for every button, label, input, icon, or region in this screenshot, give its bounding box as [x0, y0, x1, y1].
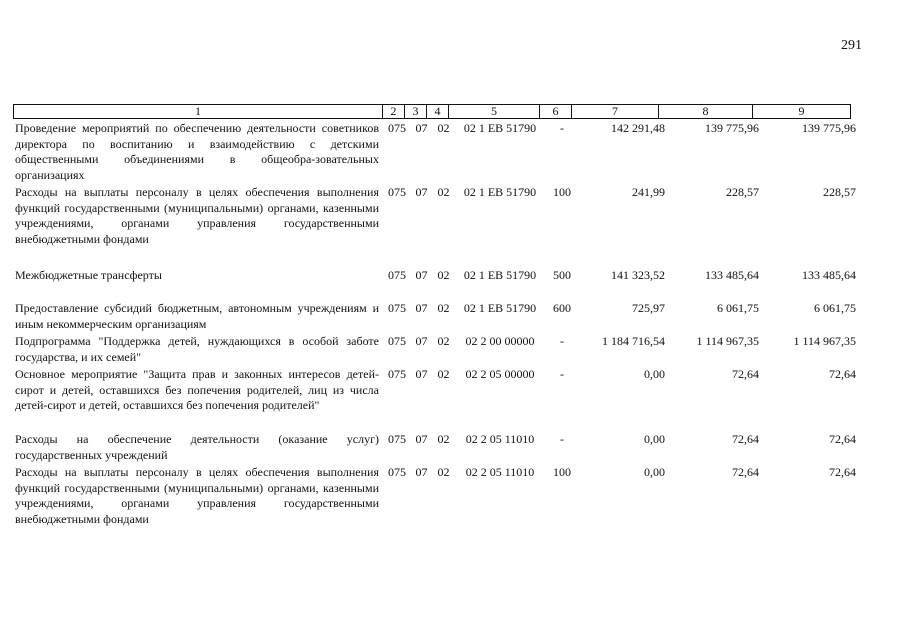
ministry-code: 075 — [388, 268, 406, 282]
column-header: 2 — [383, 105, 405, 119]
expense-type-code: - — [560, 432, 564, 446]
row-description: Проведение мероприятий по обеспечению деятельности советников директора по воспитанию и взаимодействию с детскими общественными объединениями в общеобра-зовательных организациях — [15, 121, 379, 182]
target-article-code: 02 2 05 11010 — [465, 465, 535, 479]
expense-type-code: 100 — [553, 185, 571, 199]
section-code: 07 — [415, 367, 428, 381]
target-article-code: 02 2 05 11010 — [465, 432, 535, 446]
target-article-code: 02 1 ЕВ 51790 — [463, 268, 537, 282]
section-code: 07 — [415, 465, 428, 479]
column-header: 7 — [572, 105, 659, 119]
expense-type-code: - — [560, 367, 564, 381]
column-header-table — [13, 104, 851, 119]
subsection-code: 02 — [437, 367, 450, 381]
amount-column-9: 72,64 — [829, 367, 856, 381]
subsection-code: 02 — [437, 432, 450, 446]
amount-column-7: 141 323,52 — [611, 268, 665, 282]
section-code: 07 — [415, 301, 428, 315]
amount-column-8: 72,64 — [732, 432, 759, 446]
expense-type-code: - — [560, 334, 564, 348]
subsection-code: 02 — [437, 185, 450, 199]
ministry-code: 075 — [388, 301, 406, 315]
row-description: Предоставление субсидий бюджетным, автономным учреждениям и иным некоммерческим организациям — [15, 301, 379, 331]
ministry-code: 075 — [388, 185, 406, 199]
amount-column-7: 142 291,48 — [611, 121, 665, 135]
amount-column-9: 228,57 — [823, 185, 856, 199]
subsection-code: 02 — [437, 465, 450, 479]
section-code: 07 — [415, 268, 428, 282]
row-description: Межбюджетные трансферты — [15, 268, 162, 282]
amount-column-7: 725,97 — [632, 301, 665, 315]
section-code: 07 — [415, 185, 428, 199]
target-article-code: 02 2 00 00000 — [465, 334, 535, 348]
page-number: 291 — [841, 38, 862, 53]
amount-column-8: 1 114 967,35 — [696, 334, 759, 348]
column-header: 6 — [540, 105, 572, 119]
amount-column-8: 228,57 — [726, 185, 759, 199]
row-description: Расходы на обеспечение деятельности (оказание услуг) государственных учреждений — [15, 432, 379, 462]
target-article-code: 02 1 ЕВ 51790 — [463, 121, 537, 135]
amount-column-8: 139 775,96 — [705, 121, 759, 135]
amount-column-7: 241,99 — [632, 185, 665, 199]
subsection-code: 02 — [437, 121, 450, 135]
column-header: 5 — [449, 105, 540, 119]
ministry-code: 075 — [388, 465, 406, 479]
amount-column-9: 133 485,64 — [802, 268, 856, 282]
expense-type-code: 600 — [553, 301, 571, 315]
target-article-code: 02 1 ЕВ 51790 — [463, 301, 537, 315]
amount-column-8: 72,64 — [732, 367, 759, 381]
ministry-code: 075 — [388, 367, 406, 381]
amount-column-8: 6 061,75 — [717, 301, 759, 315]
amount-column-7: 1 184 716,54 — [602, 334, 665, 348]
amount-column-7: 0,00 — [644, 432, 665, 446]
amount-column-9: 1 114 967,35 — [793, 334, 856, 348]
subsection-code: 02 — [437, 301, 450, 315]
amount-column-8: 72,64 — [732, 465, 759, 479]
column-header: 4 — [427, 105, 449, 119]
amount-column-9: 72,64 — [829, 465, 856, 479]
subsection-code: 02 — [437, 268, 450, 282]
ministry-code: 075 — [388, 334, 406, 348]
ministry-code: 075 — [388, 432, 406, 446]
expense-type-code: 500 — [553, 268, 571, 282]
section-code: 07 — [415, 432, 428, 446]
column-header-row — [14, 105, 851, 119]
target-article-code: 02 1 ЕВ 51790 — [463, 185, 537, 199]
amount-column-7: 0,00 — [644, 367, 665, 381]
row-description: Расходы на выплаты персоналу в целях обеспечения выполнения функций государственными (муниципальными) органами, казенными учреждениями, органами управления государственными внебюджетными фондами — [15, 185, 379, 246]
amount-column-9: 139 775,96 — [802, 121, 856, 135]
amount-column-8: 133 485,64 — [705, 268, 759, 282]
amount-column-7: 0,00 — [644, 465, 665, 479]
column-header: 8 — [659, 105, 753, 119]
amount-column-9: 6 061,75 — [814, 301, 856, 315]
expense-type-code: 100 — [553, 465, 571, 479]
ministry-code: 075 — [388, 121, 406, 135]
column-header: 3 — [405, 105, 427, 119]
column-header: 9 — [753, 105, 851, 119]
section-code: 07 — [415, 334, 428, 348]
section-code: 07 — [415, 121, 428, 135]
expense-type-code: - — [560, 121, 564, 135]
subsection-code: 02 — [437, 334, 450, 348]
target-article-code: 02 2 05 00000 — [465, 367, 535, 381]
row-description: Расходы на выплаты персоналу в целях обеспечения выполнения функций государственными (муниципальными) органами, казенными учреждениями, органами управления государственными внебюджетными фондами — [15, 465, 379, 526]
amount-column-9: 72,64 — [829, 432, 856, 446]
row-description: Подпрограмма "Поддержка детей, нуждающихся в особой заботе государства, и их семей" — [15, 334, 379, 364]
column-header: 1 — [14, 105, 383, 119]
row-description: Основное мероприятие "Защита прав и законных интересов детей-сирот и детей, оставшихся без попечения родителей, лиц из числа детей-сирот и детей, оставшихся без попечения родителей" — [15, 367, 379, 413]
